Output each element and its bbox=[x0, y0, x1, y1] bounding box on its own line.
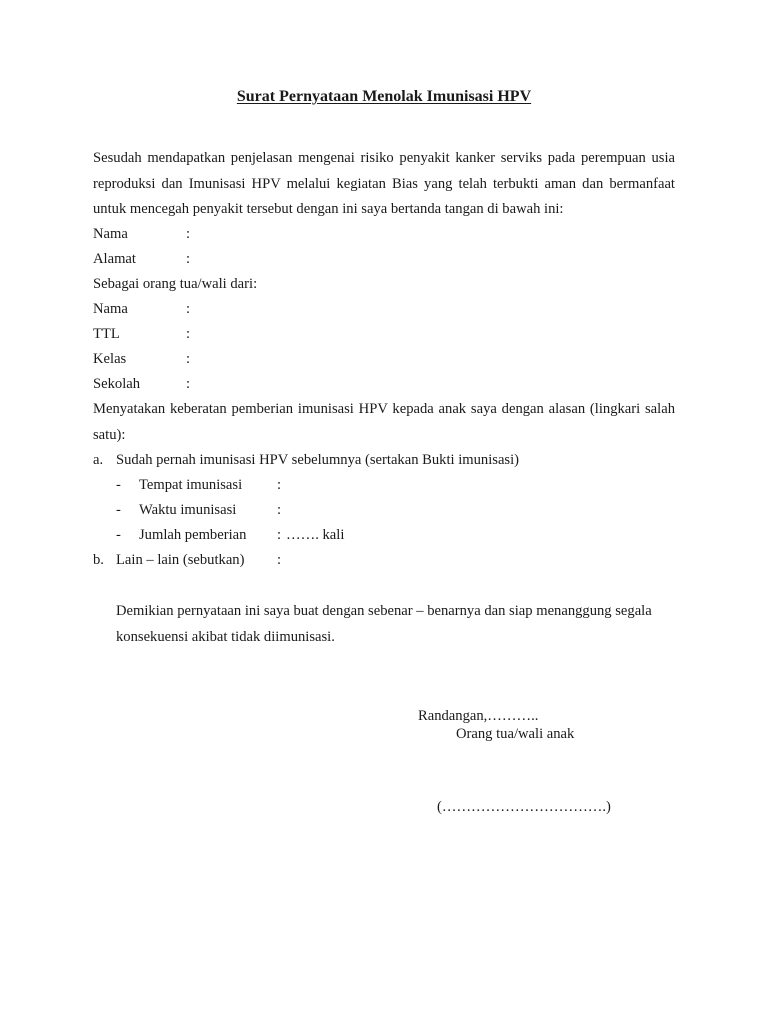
field-label: Sekolah bbox=[93, 376, 141, 392]
field-colon: : bbox=[186, 301, 191, 317]
field-colon: : bbox=[186, 376, 191, 392]
field-colon: : bbox=[277, 477, 282, 493]
signature-line: (…………………………….) bbox=[437, 799, 611, 815]
intro-paragraph: Sesudah mendapatkan penjelasan mengenai risiko penyakit kanker serviks pada perempuan usia reproduksi dan Imunisasi HPV melalui kegiatan Bias yang telah terbukti aman dan bermanfaat untuk mencegah penyakit tersebut dengan ini saya bertanda tangan di bawah ini: bbox=[93, 150, 675, 217]
field-colon: : bbox=[186, 326, 191, 342]
dash-bullet: - bbox=[116, 502, 121, 518]
field-label: Kelas bbox=[93, 351, 127, 367]
signer-role: Orang tua/wali anak bbox=[456, 726, 575, 742]
field-label: TTL bbox=[93, 326, 120, 342]
child-intro: Sebagai orang tua/wali dari: bbox=[93, 276, 258, 292]
field-colon: : bbox=[186, 351, 191, 367]
field-label: Nama bbox=[93, 226, 128, 242]
field-colon: : bbox=[277, 527, 282, 543]
field-label: Alamat bbox=[93, 251, 136, 267]
option-marker: a. bbox=[93, 452, 104, 468]
field-colon: : bbox=[186, 226, 191, 242]
dash-bullet: - bbox=[116, 477, 121, 493]
option-text: Lain – lain (sebutkan) bbox=[116, 552, 245, 568]
field-colon: : bbox=[277, 552, 282, 568]
field-label: Nama bbox=[93, 301, 128, 317]
closing-paragraph: Demikian pernyataan ini saya buat dengan sebenar – benarnya dan siap menanggung segala konsekuensi akibat tidak diimunisasi. bbox=[116, 603, 652, 645]
sub-item-label: Waktu imunisasi bbox=[139, 502, 237, 518]
dash-bullet: - bbox=[116, 527, 121, 543]
sub-item-label: Jumlah pemberian bbox=[139, 527, 247, 543]
field-colon: : bbox=[186, 251, 191, 267]
option-marker: b. bbox=[93, 552, 104, 568]
document-title: Surat Pernyataan Menolak Imunisasi HPV bbox=[236, 88, 532, 105]
sub-item-value: ……. kali bbox=[286, 527, 345, 543]
option-text: Sudah pernah imunisasi HPV sebelumnya (sertakan Bukti imunisasi) bbox=[116, 452, 520, 468]
field-colon: : bbox=[277, 502, 282, 518]
place-date: Randangan,……….. bbox=[418, 708, 539, 724]
sub-item-label: Tempat imunisasi bbox=[139, 477, 243, 493]
statement-paragraph: Menyatakan keberatan pemberian imunisasi HPV kepada anak saya dengan alasan (lingkari salah satu): bbox=[93, 401, 675, 443]
